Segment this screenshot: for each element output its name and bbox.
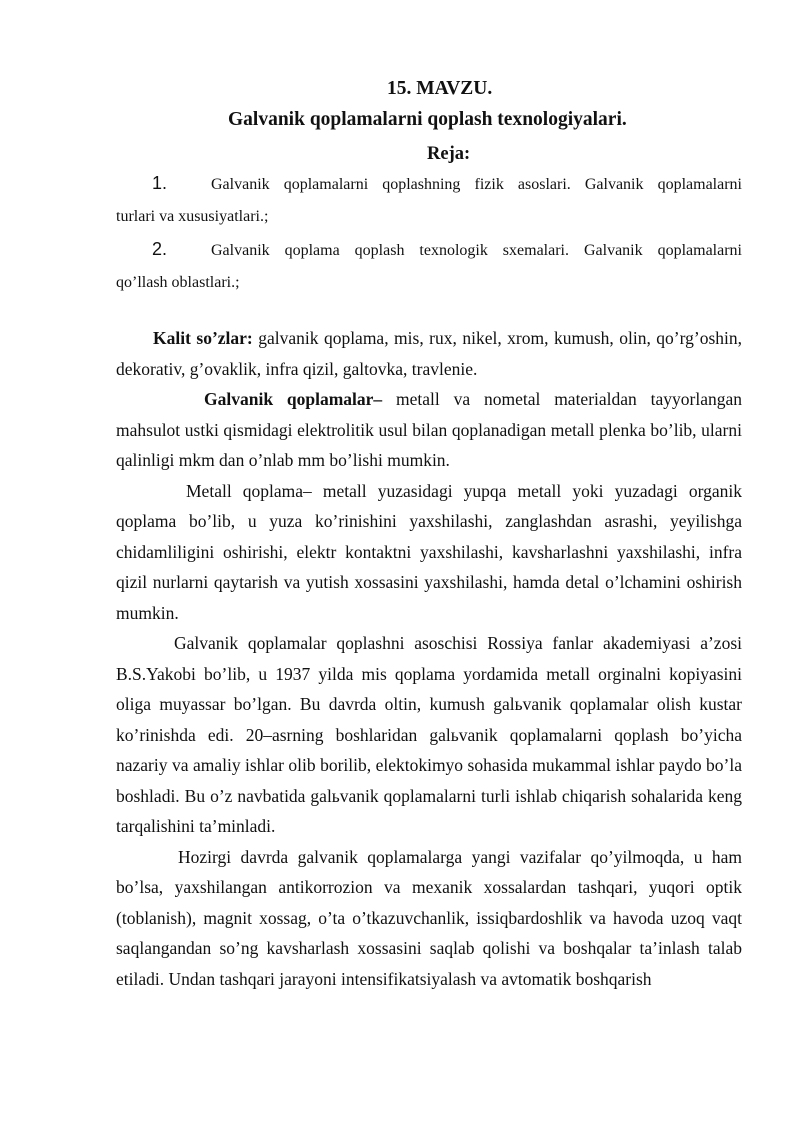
topic-heading: 15. MAVZU. [387,78,493,99]
plan-label: Reja: [427,144,471,164]
history-paragraph: Galvanik qoplamalar qoplashni asoschisi Rossiya fanlar akademiyasi a’zosi B.S.Yakobi bo’lib, u 1937 yilda mis qoplama yordamida metall orginalni kopiyasini oliga muyassar bo’lgan. Bu davrda oltin, kumush galьvanik qoplamalar olish kustar ko’rinishda edi. 20–asrning boshlaridan galьvanik qoplamalarni qoplash bo’yicha nazariy va amaliy ishlar olib borilib, elektokimyo sohasida mukammal ishlar paydo bo’la boshladi. Bu o’z navbatida galьvanik qoplamalarni turli ishlab chiqarish sohalarida keng tarqalishini ta’minladi. [116,633,742,836]
plan-item-2 [116,233,742,299]
plan-item-1 [116,167,742,233]
definition-text: metall va nometal materialdan tayyorlangan mahsulot ustki qismidagi elektrolitik usul bilan qoplanadigan metall plenka bo’lib, ularni qalinligi mkm dan o’nlab mm bo’lishi mumkin. [116,389,742,470]
keywords-label: Kalit so’zlar: [153,328,253,348]
plan-item-text: Galvanik qoplamalarni qoplashning fizik asoslari. Galvanik qoplamalarni [211,176,742,193]
metal-coating-paragraph: Metall qoplama– metall yuzasidagi yupqa metall yoki yuzadagi organik qoplama bo’lib, u yuza ko’rinishini yaxshilashi, zanglashdan asrashi, yeyilishga chidamliligini oshirishi, elektr kontaktni yaxshilashi, kavsharlashni yaxshilashi, infra qizil nurlarni qaytarish va yutish xossasini yaxshilashi, hamda detal o’lchamini oshirish mumkin. [116,480,742,623]
plan-item-text: Galvanik qoplama qoplash texnologik sxemalari. Galvanik qoplamalarni [211,242,742,259]
plan-item-number: 2. [152,239,168,259]
modern-tasks-paragraph: Hozirgi davrda galvanik qoplamalarga yangi vazifalar qo’yilmoqda, u ham bo’lsa, yaxshilangan antikorrozion va mexanik xossalardan tashqari, yuqori optik (toblanish), magnit xossag, o’ta o’tkazuvchanlik, issiqbardoshlik va havoda uzoq vaqt saqlangandan so’ng kavsharlash xossasini saqlab qolishi va boshqalar ta’inlash talab etiladi. Undan tashqari jarayoni intensifikatsiyalash va avtomatik boshqarish [116,846,742,989]
section-spacer [116,299,742,323]
keywords-text: galvanik qoplama, mis, rux, nikel, xrom, kumush, olin, qo’rg’oshin, dekorativ, g’ovaklik, infra qizil, galtovka, travlenie. [116,328,743,379]
plan-item-continuation: qo’llash oblastlari.; [116,274,240,291]
page-title: Galvanik qoplamalarni qoplash texnologiyalari. [228,109,627,130]
definition-paragraph [116,384,742,476]
plan-item-number: 1. [152,173,168,193]
plan-item-continuation: turlari va xususiyatlari.; [116,208,269,225]
definition-term: Galvanik qoplamalar– [204,389,383,409]
document-page [116,74,742,994]
keywords-paragraph [116,323,742,384]
